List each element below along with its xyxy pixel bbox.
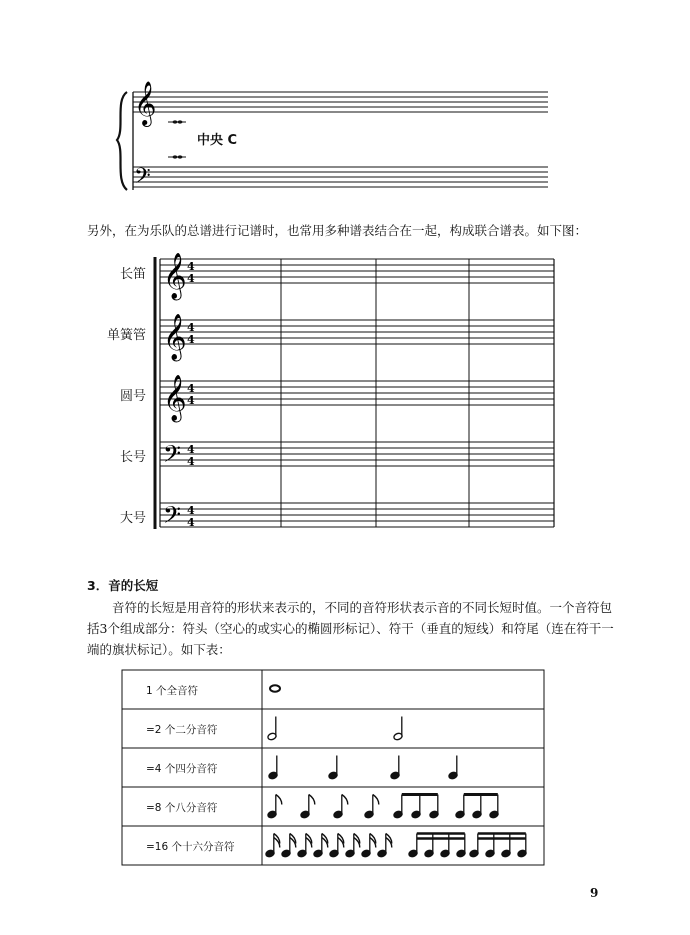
note-table-label: 1 个全音符 xyxy=(146,684,199,697)
quarter-note-icon xyxy=(328,756,338,780)
beamed-sixteenth-notes-icon xyxy=(469,834,527,858)
intro-text: 另外，在为乐队的总谱进行记谱时，也常用多种谱表结合在一起，构成联合谱表。如下图： xyxy=(87,223,588,238)
time-signature-bottom: 4 xyxy=(187,455,195,468)
sixteenth-note-icon xyxy=(361,834,376,858)
quarter-note-icon xyxy=(390,756,400,780)
page-number: 9 xyxy=(590,886,599,900)
quarter-note-icon xyxy=(448,756,458,780)
half-note-icon xyxy=(267,717,277,741)
sixteenth-note-icon xyxy=(377,834,392,858)
time-signature-bottom: 4 xyxy=(187,394,195,407)
sixteenth-note-icon xyxy=(345,834,360,858)
treble-clef-icon: 𝄞 xyxy=(134,81,157,125)
eighth-note-icon xyxy=(267,795,282,819)
bass-clef-icon: 𝄢 xyxy=(134,164,151,194)
treble-clef-icon: 𝄞 xyxy=(163,314,187,360)
time-signature-bottom: 4 xyxy=(187,516,195,529)
beamed-eighth-notes-icon xyxy=(393,795,439,819)
note-table-label: =4 个四分音符 xyxy=(146,762,218,775)
time-signature-bottom: 4 xyxy=(187,333,195,346)
time-signature-top: 4 xyxy=(187,443,195,456)
quarter-note-icon xyxy=(268,756,278,780)
time-signature-bottom: 4 xyxy=(187,272,195,285)
time-signature-top: 4 xyxy=(187,260,195,273)
sixteenth-note-icon xyxy=(329,834,344,858)
eighth-note-icon xyxy=(364,795,379,819)
time-signature-top: 4 xyxy=(187,504,195,517)
note-table-label: =2 个二分音符 xyxy=(146,723,218,736)
bass-clef-icon: 𝄢 xyxy=(163,501,182,534)
sixteenth-note-icon xyxy=(313,834,328,858)
eighth-notes xyxy=(267,795,499,819)
half-notes xyxy=(267,717,403,741)
bass-clef-icon: 𝄢 xyxy=(163,440,182,473)
eighth-note-icon xyxy=(300,795,315,819)
whole-note-icon xyxy=(270,685,280,691)
note-table-label: =8 个八分音符 xyxy=(146,801,218,814)
sixteenth-note-icon xyxy=(297,834,312,858)
treble-clef-icon: 𝄞 xyxy=(163,375,187,421)
sixteenth-notes xyxy=(265,834,527,858)
sixteenth-note-icon xyxy=(281,834,296,858)
time-signature-top: 4 xyxy=(187,382,195,395)
eighth-note-icon xyxy=(333,795,348,819)
instrument-label: 长号 xyxy=(119,450,146,465)
sixteenth-note-icon xyxy=(265,834,280,858)
quarter-notes xyxy=(268,756,458,780)
middle-c-label: 中央 C xyxy=(197,133,238,148)
note-table-label: =16 个十六分音符 xyxy=(146,840,235,853)
half-note-icon xyxy=(393,717,403,741)
instrument-label: 圆号 xyxy=(119,389,146,404)
instrument-label: 单簧管 xyxy=(106,328,146,343)
time-signature-top: 4 xyxy=(187,321,195,334)
whole-notes xyxy=(270,685,280,691)
section-paragraph: 音符的长短是用音符的形状来表示的，不同的音符形状表示音的不同长短时值。一个音符包括3个组成部分：符头（空心的或实心的椭圆形标记）、符干（垂直的短线）和符尾（连在符干一端的旗状标记）。如下表： xyxy=(87,600,614,657)
treble-clef-icon: 𝄞 xyxy=(163,253,187,299)
beamed-eighth-notes-icon xyxy=(455,795,499,819)
beamed-sixteenth-notes-icon xyxy=(408,834,466,858)
instrument-label: 长笛 xyxy=(119,267,146,282)
instrument-label: 大号 xyxy=(119,511,146,526)
section-heading: 3．音的长短 xyxy=(87,578,159,593)
